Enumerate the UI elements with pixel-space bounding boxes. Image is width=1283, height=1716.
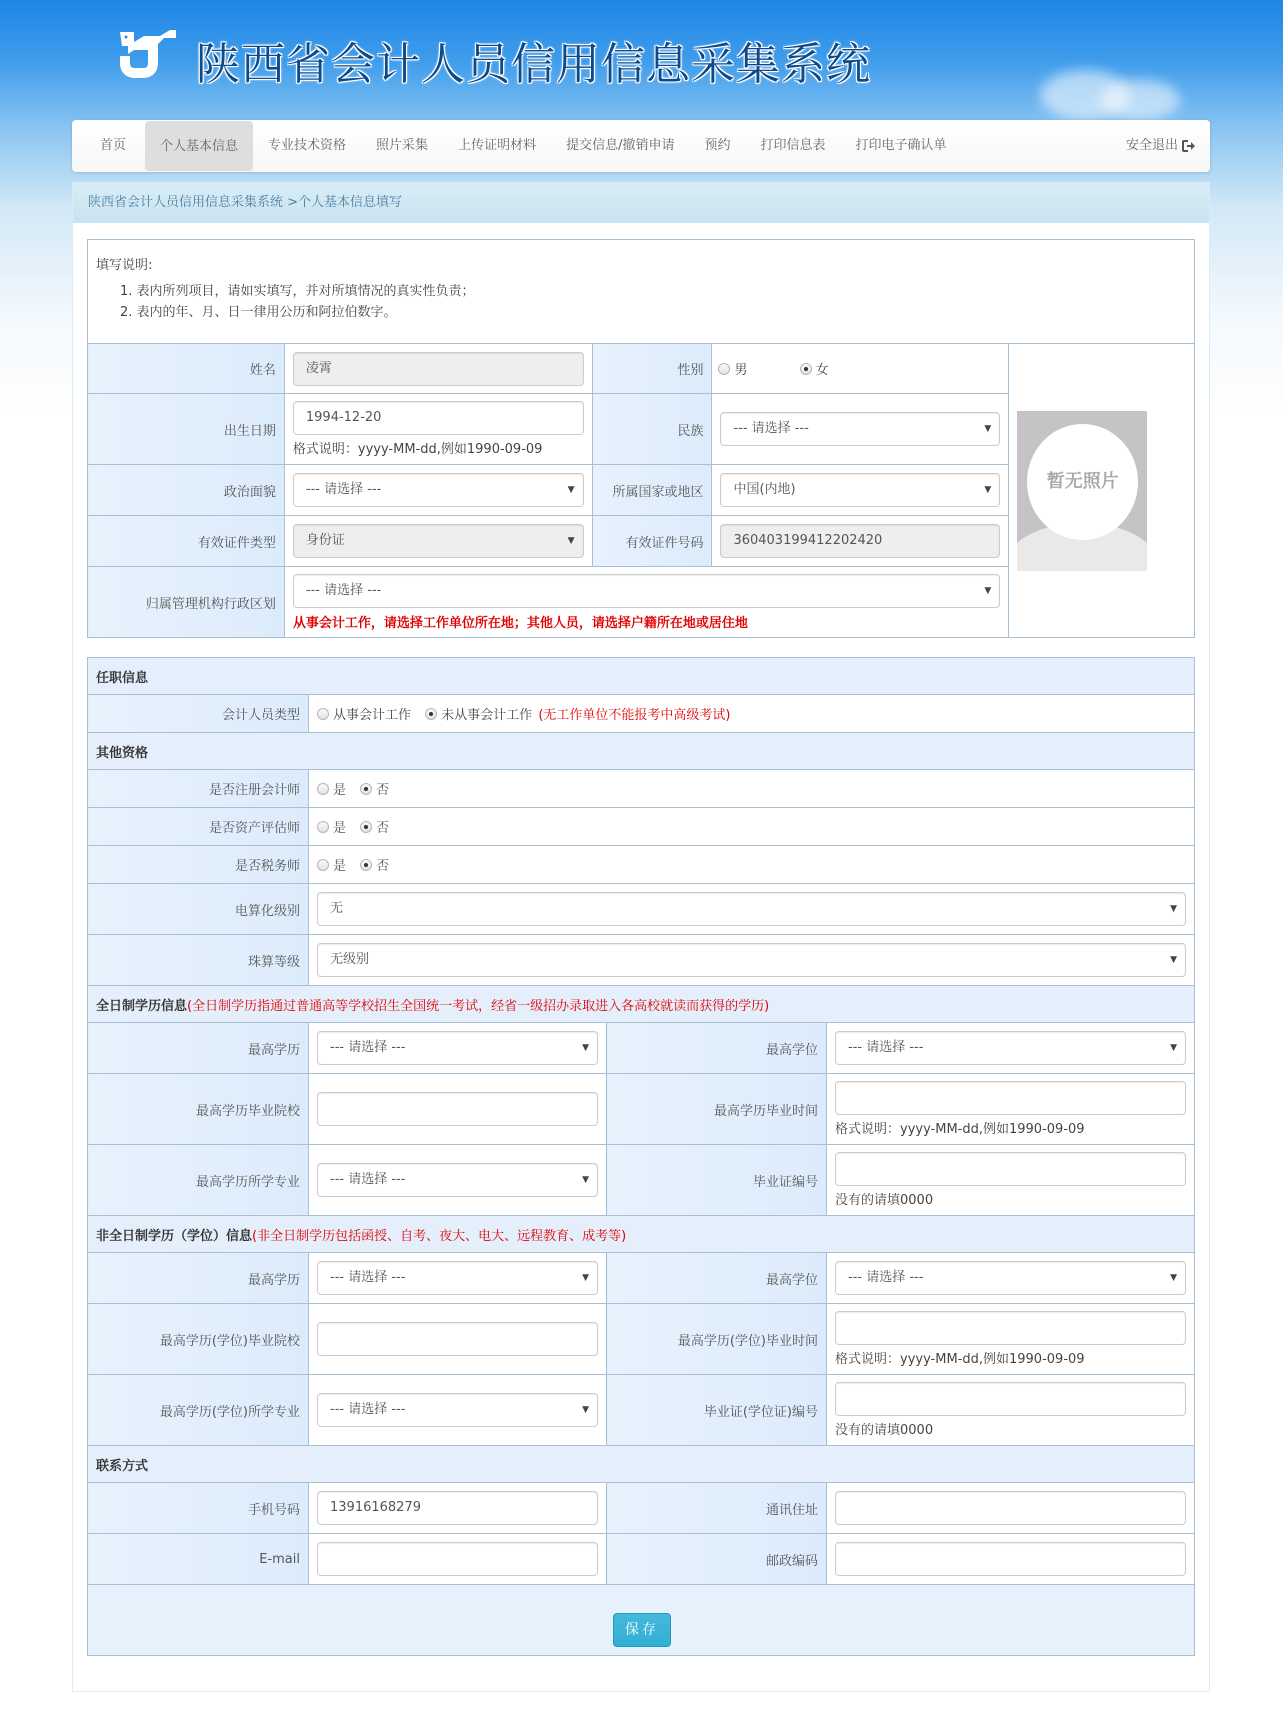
chevron-down-icon: ▼ xyxy=(1170,955,1177,965)
nav-upload-documents[interactable]: 上传证明材料 xyxy=(458,138,537,153)
cpa-no-option[interactable]: 否 xyxy=(360,783,389,798)
save-button[interactable]: 保存 xyxy=(613,1613,671,1647)
political-status-label: 政治面貌 xyxy=(88,465,285,516)
pt-major-select[interactable]: --- 请选择 --- ▼ xyxy=(317,1393,598,1427)
nav-photo-capture[interactable]: 照片采集 xyxy=(376,138,429,153)
other-qualifications-section-title: 其他资格 xyxy=(88,733,1195,770)
nav-personal-info[interactable]: 个人基本信息 xyxy=(145,121,253,171)
gender-label: 性别 xyxy=(592,344,712,394)
accountant-type-label: 会计人员类型 xyxy=(88,695,309,733)
radio-button[interactable] xyxy=(317,821,329,833)
radio-button-checked[interactable] xyxy=(360,821,372,833)
appraiser-label: 是否资产评估师 xyxy=(88,808,309,846)
ft-major-select[interactable]: --- 请选择 --- ▼ xyxy=(317,1163,598,1197)
fulltime-edu-note: (全日制学历指通过普通高等学校招生全国统一考试，经省一级招办录取进入各高校就读而获得的学历) xyxy=(187,998,770,1014)
breadcrumb: 陕西省会计人员信用信息采集系统 >个人基本信息填写 xyxy=(73,183,1209,223)
provincial-logo-icon xyxy=(118,22,178,80)
cloud-decoration xyxy=(1100,80,1180,120)
chevron-down-icon: ▼ xyxy=(1170,1273,1177,1283)
cpa-yes-option[interactable]: 是 xyxy=(317,783,346,798)
ft-highest-degree-label: 最高学位 xyxy=(607,1023,827,1074)
birth-date-field[interactable]: 1994-12-20 xyxy=(293,401,584,435)
page-header xyxy=(0,0,1283,120)
email-field[interactable] xyxy=(317,1542,598,1576)
nav-print-info[interactable]: 打印信息表 xyxy=(760,138,826,153)
address-field[interactable] xyxy=(835,1491,1186,1525)
chevron-down-icon: ▼ xyxy=(1170,904,1177,914)
radio-button-checked[interactable] xyxy=(800,363,812,375)
logout-button[interactable] xyxy=(1126,120,1195,172)
sign-out-icon xyxy=(1182,140,1195,152)
action-row xyxy=(88,1585,1195,1656)
ethnicity-label: 民族 xyxy=(592,394,712,465)
birth-date-label: 出生日期 xyxy=(88,394,285,465)
radio-button-checked[interactable] xyxy=(360,783,372,795)
radio-button-checked[interactable] xyxy=(425,708,437,720)
contact-section-title: 联系方式 xyxy=(88,1446,1195,1483)
nav-home[interactable]: 首页 xyxy=(100,138,127,153)
photo-placeholder xyxy=(1017,411,1147,571)
chevron-down-icon: ▼ xyxy=(984,585,992,596)
qualification-table xyxy=(87,657,1195,1656)
tax-agent-label: 是否税务师 xyxy=(88,846,309,884)
admin-region-note: 从事会计工作，请选择工作单位所在地；其他人员，请选择户籍所在地或居住地 xyxy=(292,615,748,631)
id-number-field[interactable]: 360403199412202420 xyxy=(720,524,1000,558)
tax-agent-no-option[interactable]: 否 xyxy=(360,859,389,874)
pt-highest-education-select[interactable]: --- 请选择 --- ▼ xyxy=(317,1261,598,1295)
postcode-label: 邮政编码 xyxy=(607,1534,827,1585)
political-status-select[interactable]: --- 请选择 --- ▼ xyxy=(293,473,584,507)
name-field[interactable]: 凌霄 xyxy=(293,352,584,386)
parttime-edu-section-title: 非全日制学历（学位）信息(非全日制学历包括函授、自考、夜大、电大、远程教育、成考等) xyxy=(88,1216,1195,1253)
admin-region-label: 归属管理机构行政区划 xyxy=(88,567,285,638)
ft-school-field[interactable] xyxy=(317,1092,598,1126)
pt-highest-degree-select[interactable]: --- 请选择 --- ▼ xyxy=(835,1261,1186,1295)
pt-school-field[interactable] xyxy=(317,1322,598,1356)
logout-label: 安全退出 xyxy=(1125,138,1178,153)
ft-highest-education-select[interactable]: --- 请选择 --- ▼ xyxy=(317,1031,598,1065)
chevron-down-icon: ▼ xyxy=(984,485,992,495)
employment-section-title: 任职信息 xyxy=(88,658,1195,695)
nav-print-confirmation[interactable]: 打印电子确认单 xyxy=(855,138,947,153)
phone-label: 手机号码 xyxy=(88,1483,309,1534)
ft-highest-degree-select[interactable]: --- 请选择 --- ▼ xyxy=(835,1031,1186,1065)
country-label: 所属国家或地区 xyxy=(592,465,712,516)
chevron-down-icon: ▼ xyxy=(582,1043,589,1053)
personal-info-table xyxy=(87,239,1195,638)
pt-highest-education-label: 最高学历 xyxy=(88,1253,309,1304)
address-label: 通讯住址 xyxy=(607,1483,827,1534)
chevron-down-icon: ▼ xyxy=(567,485,575,495)
pt-highest-degree-label: 最高学位 xyxy=(607,1253,827,1304)
radio-button[interactable] xyxy=(718,363,730,375)
pt-school-label: 最高学历(学位)毕业院校 xyxy=(88,1304,309,1375)
id-type-label: 有效证件类型 xyxy=(88,516,285,567)
ft-major-label: 最高学历所学专业 xyxy=(88,1145,309,1216)
pt-grad-time-hint: 格式说明：yyyy-MM-dd,例如1990-09-09 xyxy=(835,1352,1085,1367)
email-label: E-mail xyxy=(88,1534,309,1585)
radio-button-checked[interactable] xyxy=(360,859,372,871)
radio-button[interactable] xyxy=(317,859,329,871)
gender-male-option[interactable]: 男 xyxy=(718,363,747,378)
ft-cert-no-hint: 没有的请填0000 xyxy=(835,1193,934,1208)
pt-cert-no-hint: 没有的请填0000 xyxy=(835,1423,934,1438)
country-select[interactable]: 中国(内地) ▼ xyxy=(720,473,1000,507)
radio-button[interactable] xyxy=(317,783,329,795)
admin-region-select[interactable]: --- 请选择 --- ▼ xyxy=(293,574,1000,608)
gender-female-option[interactable]: 女 xyxy=(800,363,829,378)
fulltime-edu-section-title: 全日制学历信息(全日制学历指通过普通高等学校招生全国统一考试，经省一级招办录取进入各高校就读而获得的学历) xyxy=(88,986,1195,1023)
nav-appointment[interactable]: 预约 xyxy=(704,138,731,153)
pt-cert-no-label: 毕业证(学位证)编号 xyxy=(607,1375,827,1446)
birth-date-hint: 格式说明：yyyy-MM-dd,例如1990-09-09 xyxy=(292,442,543,457)
instructions-title: 填写说明: xyxy=(96,258,153,273)
accountant-type-radio-group xyxy=(317,708,730,723)
cpa-label: 是否注册会计师 xyxy=(88,770,309,808)
ft-cert-no-field[interactable] xyxy=(835,1152,1186,1186)
radio-button[interactable] xyxy=(317,708,329,720)
gender-radio-group xyxy=(718,363,838,378)
ethnicity-select[interactable]: --- 请选择 --- ▼ xyxy=(720,412,1000,446)
option-no-accounting-work[interactable]: 未从事会计工作 xyxy=(425,708,532,723)
pt-grad-time-field[interactable] xyxy=(835,1311,1186,1345)
photo-cell xyxy=(1009,344,1195,638)
main-nav xyxy=(72,120,1210,172)
chevron-down-icon: ▼ xyxy=(1170,1043,1177,1053)
phone-field[interactable]: 13916168279 xyxy=(317,1491,598,1525)
abacus-level-select[interactable]: 无级别 ▼ xyxy=(317,943,1186,977)
pt-cert-no-field[interactable] xyxy=(835,1382,1186,1416)
chevron-down-icon: ▼ xyxy=(582,1405,589,1415)
option-accounting-work[interactable]: 从事会计工作 xyxy=(317,708,411,723)
nav-submit-withdraw[interactable]: 提交信息/撤销申请 xyxy=(566,138,675,153)
postcode-field[interactable] xyxy=(835,1542,1186,1576)
computerization-level-label: 电算化级别 xyxy=(88,884,309,935)
photo-placeholder-text: 暂无照片 xyxy=(1027,424,1138,540)
chevron-down-icon: ▼ xyxy=(582,1273,589,1283)
instruction-item: 1. 表内所列项目，请如实填写，并对所填情况的真实性负责； xyxy=(120,284,475,299)
instructions xyxy=(88,240,1195,344)
parttime-edu-note: (非全日制学历包括函授、自考、夜大、电大、远程教育、成考等) xyxy=(252,1228,627,1244)
id-number-label: 有效证件号码 xyxy=(592,516,712,567)
ft-grad-time-label: 最高学历毕业时间 xyxy=(607,1074,827,1145)
appraiser-no-option[interactable]: 否 xyxy=(360,821,389,836)
ft-highest-education-label: 最高学历 xyxy=(88,1023,309,1074)
pt-grad-time-label: 最高学历(学位)毕业时间 xyxy=(607,1304,827,1375)
accountant-type-note: (无工作单位不能报考中高级考试) xyxy=(538,708,731,723)
site-title: 陕西省会计人员信用信息采集系统 xyxy=(196,39,871,90)
abacus-level-label: 珠算等级 xyxy=(88,935,309,986)
ft-cert-no-label: 毕业证编号 xyxy=(607,1145,827,1216)
id-type-select[interactable]: 身份证 ▼ xyxy=(293,524,584,558)
chevron-down-icon: ▼ xyxy=(567,536,575,546)
nav-professional-qualification[interactable]: 专业技术资格 xyxy=(268,138,347,153)
name-label: 姓名 xyxy=(88,344,285,394)
ft-school-label: 最高学历毕业院校 xyxy=(88,1074,309,1145)
computerization-level-select[interactable]: 无 ▼ xyxy=(317,892,1186,926)
instruction-item: 2. 表内的年、月、日一律用公历和阿拉伯数字。 xyxy=(120,305,397,320)
content-panel xyxy=(72,182,1210,1692)
ft-grad-time-field[interactable] xyxy=(835,1081,1186,1115)
chevron-down-icon: ▼ xyxy=(582,1175,589,1185)
pt-major-label: 最高学历(学位)所学专业 xyxy=(88,1375,309,1446)
chevron-down-icon: ▼ xyxy=(984,424,992,434)
ft-grad-time-hint: 格式说明：yyyy-MM-dd,例如1990-09-09 xyxy=(835,1122,1085,1137)
tax-agent-yes-option[interactable]: 是 xyxy=(317,859,346,874)
appraiser-yes-option[interactable]: 是 xyxy=(317,821,346,836)
